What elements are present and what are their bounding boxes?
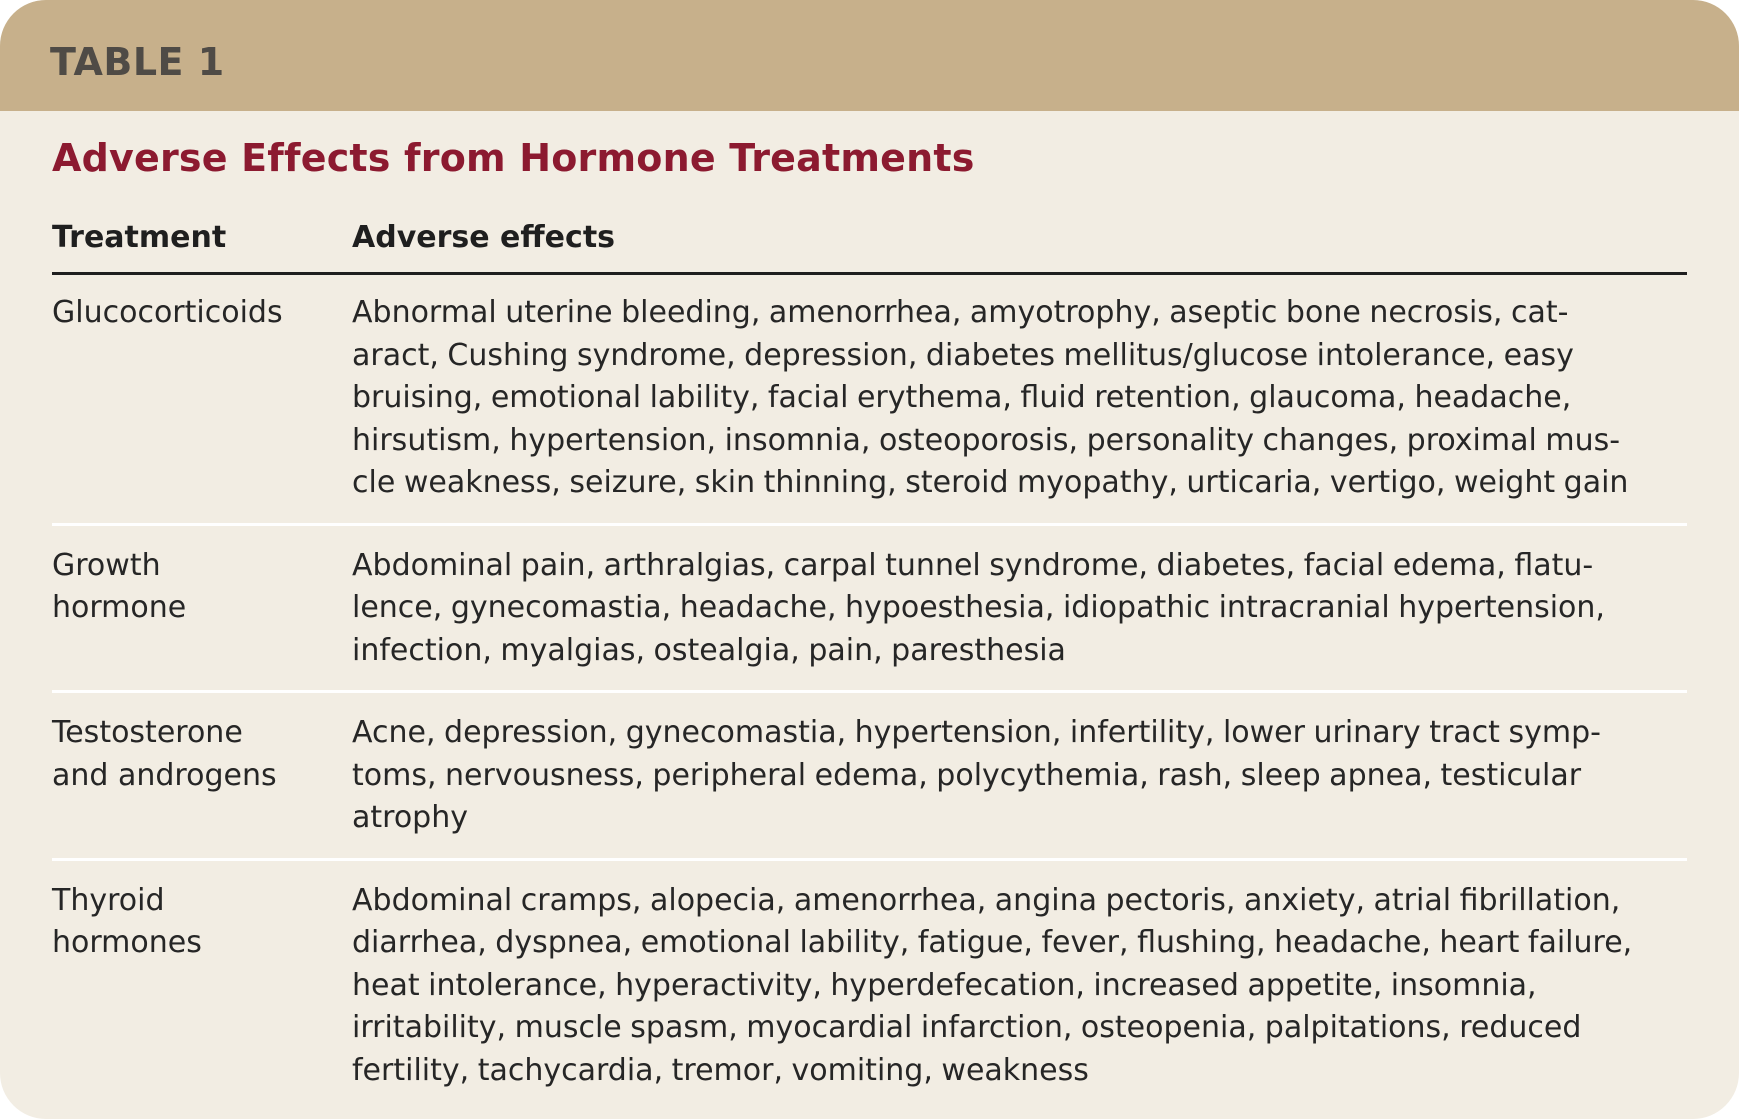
table-row (52, 292, 1687, 526)
adverse-effects-text: aract, Cushing syndrome, depression, diabetes mellitus/glucose intolerance, easy (352, 337, 1574, 373)
adverse-effects-cell (352, 880, 1687, 1093)
adverse-effects-text: lence, gynecomastia, headache, hypoesthesia, idiopathic intracranial hypertension, (352, 590, 1605, 625)
treatment-text: Glucocorticoids (52, 295, 283, 330)
table-number-label: TABLE 1 (50, 40, 225, 84)
adverse-effects-text: Acne, depression, gynecomastia, hypertension, infertility, lower urinary tract symp- (352, 715, 1601, 750)
adverse-effects-text: atrophy (352, 800, 468, 835)
treatment-text: hormone (52, 590, 187, 625)
adverse-effects-text: hirsutism, hypertension, insomnia, osteoporosis, personality changes, proximal mus- (352, 422, 1621, 458)
treatment-text: Testosterone (52, 715, 243, 750)
treatment-cell (52, 712, 352, 840)
adverse-effects-cell (352, 292, 1687, 505)
treatment-cell (52, 292, 352, 505)
treatment-cell (52, 545, 352, 673)
adverse-effects-text: heat intolerance, hyperactivity, hyperdefecation, increased appetite, insomnia, (352, 967, 1537, 1003)
treatment-text: Thyroid (52, 882, 165, 918)
table-title: Adverse Effects from Hormone Treatments (52, 136, 975, 180)
adverse-effects-cell (352, 712, 1687, 840)
adverse-effects-text: toms, nervousness, peripheral edema, polycythemia, rash, sleep apnea, testicular (352, 757, 1582, 793)
adverse-effects-text: diarrhea, dyspnea, emotional lability, fatigue, fever, flushing, headache, heart failure, (352, 925, 1633, 960)
header-divider (52, 272, 1687, 275)
table-row (52, 712, 1687, 861)
treatment-cell (52, 880, 352, 1093)
treatment-text: hormones (52, 925, 202, 960)
adverse-effects-text: Abdominal cramps, alopecia, amenorrhea, angina pectoris, anxiety, atrial fibrillation, (352, 882, 1621, 918)
adverse-effects-text: Abnormal uterine bleeding, amenorrhea, amyotrophy, aseptic bone necrosis, cat- (352, 295, 1569, 330)
adverse-effects-text: fertility, tachycardia, tremor, vomiting, weakness (352, 1052, 1089, 1088)
adverse-effects-text: bruising, emotional lability, facial erythema, fluid retention, glaucoma, headache, (352, 380, 1572, 415)
adverse-effects-text: cle weakness, seizure, skin thinning, steroid myopathy, urticaria, vertigo, weight gain (352, 465, 1629, 500)
treatment-text: and androgens (52, 757, 277, 793)
adverse-effects-cell (352, 545, 1687, 673)
treatment-text: Growth (52, 547, 161, 583)
table-header-band (0, 0, 1739, 111)
table-body (52, 292, 1687, 1119)
column-header-treatment: Treatment (52, 220, 227, 255)
table-row (52, 880, 1687, 1111)
table-row (52, 545, 1687, 694)
column-header-adverse-effects: Adverse effects (352, 220, 616, 255)
adverse-effects-text: infection, myalgias, ostealgia, pain, paresthesia (352, 632, 1066, 668)
adverse-effects-text: irritability, muscle spasm, myocardial infarction, osteopenia, palpitations, reduced (352, 1010, 1582, 1045)
adverse-effects-text: Abdominal pain, arthralgias, carpal tunnel syndrome, diabetes, facial edema, flatu- (352, 547, 1594, 583)
